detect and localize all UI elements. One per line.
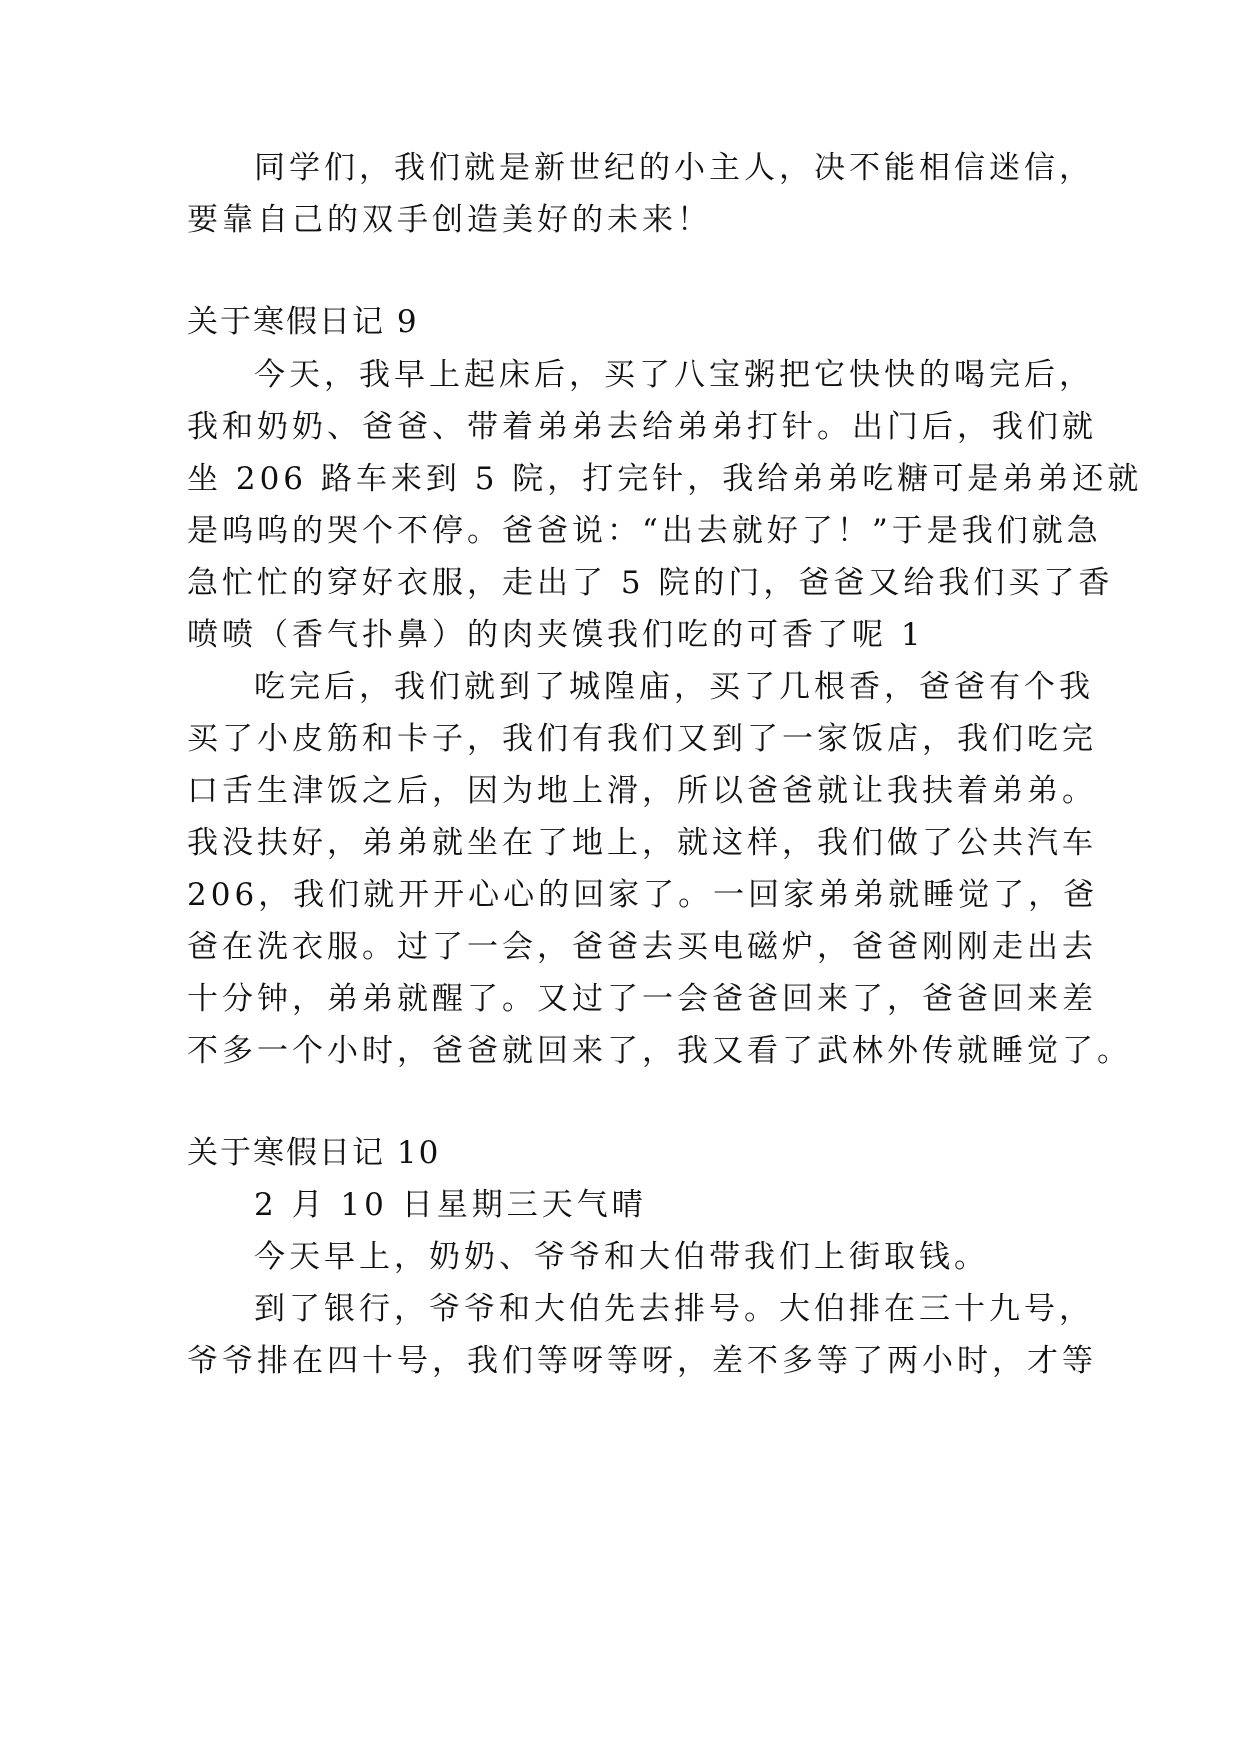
- text-line: 同学们，我们就是新世纪的小主人，决不能相信迷信，: [254, 150, 1094, 186]
- date-line: 2 月 10 日星期三天气晴: [254, 1187, 647, 1223]
- text-line: 今天，我早上起床后，买了八宝粥把它快快的喝完后，: [254, 357, 1094, 393]
- text-line: 口舌生津饭之后，因为地上滑，所以爸爸就让我扶着弟弟。: [187, 773, 1097, 809]
- text-line: 不多一个小时，爸爸就回来了，我又看了武林外传就睡觉了。: [187, 1033, 1132, 1069]
- text-line: 206，我们就开开心心的回家了。一回家弟弟就睡觉了，爸: [187, 877, 1099, 913]
- text-line: 急忙忙的穿好衣服，走出了 5 院的门，爸爸又给我们买了香: [187, 565, 1114, 601]
- text-line: 要靠自己的双手创造美好的未来！: [187, 202, 712, 238]
- section-heading-entry9: 关于寒假日记 9: [187, 304, 419, 340]
- text-line: 吃完后，我们就到了城隍庙，买了几根香，爸爸有个我: [254, 669, 1094, 705]
- text-line: 爷爷排在四十号，我们等呀等呀，差不多等了两小时，才等: [187, 1343, 1097, 1379]
- text-line: 我没扶好，弟弟就坐在了地上，就这样，我们做了公共汽车: [187, 825, 1097, 861]
- entry10-paragraph1: 今天早上，奶奶、爷爷和大伯带我们上街取钱。: [254, 1239, 989, 1275]
- text-line: 喷喷（香气扑鼻）的肉夹馍我们吃的可香了呢 1: [187, 617, 925, 653]
- text-line: 爸在洗衣服。过了一会，爸爸去买电磁炉，爸爸刚刚走出去: [187, 929, 1097, 965]
- text-line: 我和奶奶、爸爸、带着弟弟去给弟弟打针。出门后，我们就: [187, 409, 1097, 445]
- section-heading-entry10: 关于寒假日记 10: [187, 1135, 441, 1171]
- text-line: 买了小皮筋和卡子，我们有我们又到了一家饭店，我们吃完: [187, 721, 1097, 757]
- text-line: 到了银行，爷爷和大伯先去排号。大伯排在三十九号，: [254, 1291, 1094, 1327]
- text-line: 坐 206 路车来到 5 院，打完针，我给弟弟吃糖可是弟弟还就: [187, 461, 1143, 497]
- text-line: 是呜呜的哭个不停。爸爸说：“出去就好了！”于是我们就急: [187, 513, 1102, 549]
- text-line: 十分钟，弟弟就醒了。又过了一会爸爸回来了，爸爸回来差: [187, 981, 1097, 1017]
